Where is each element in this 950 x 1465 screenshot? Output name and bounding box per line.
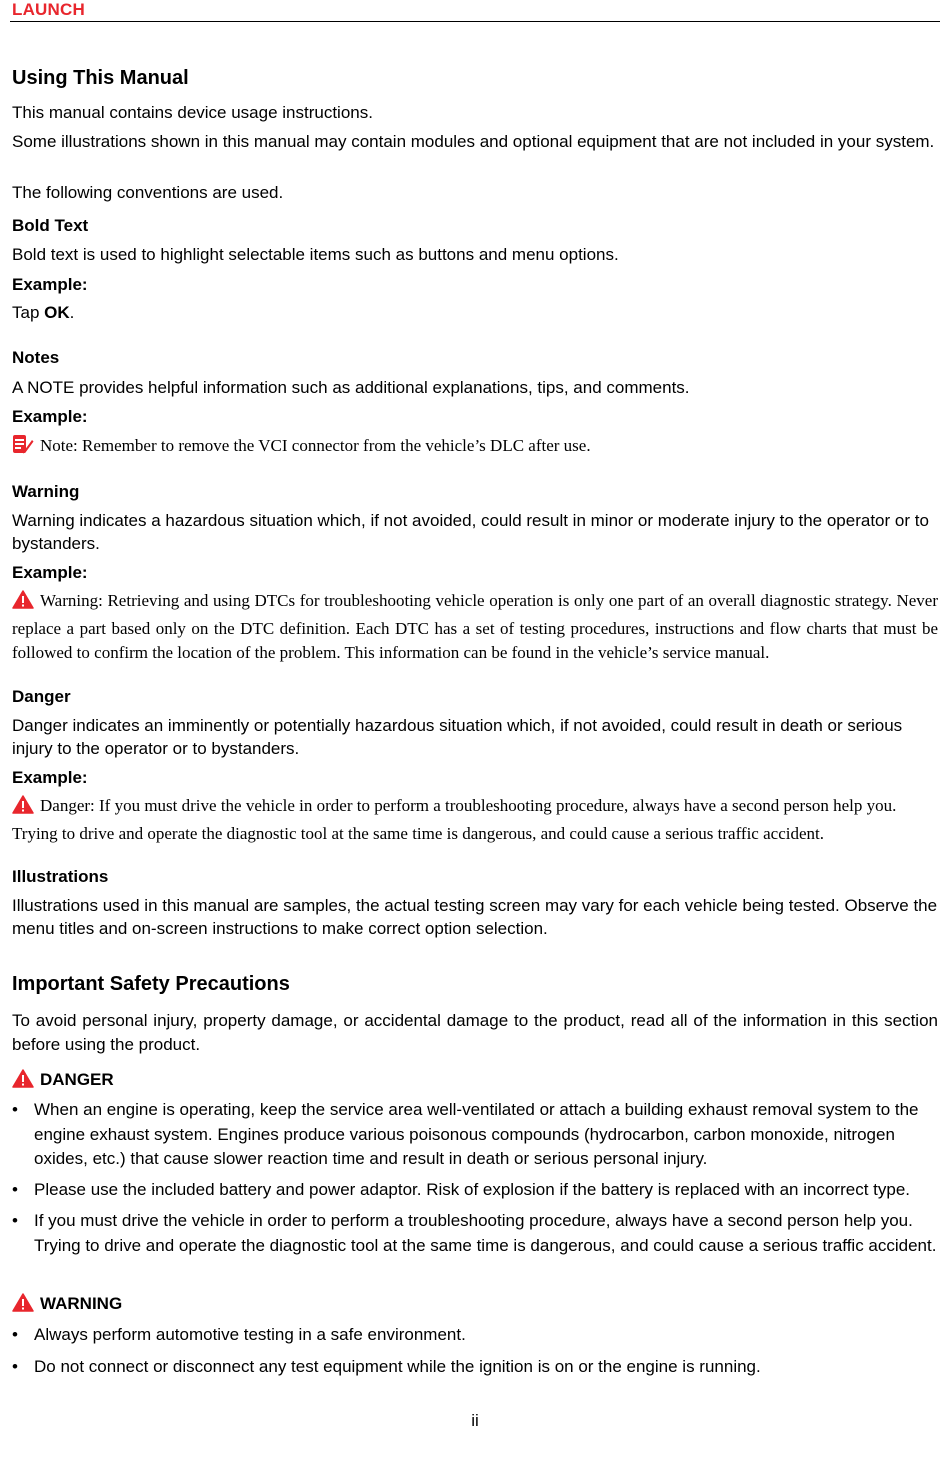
danger-example bbox=[12, 794, 938, 846]
paragraph-conventions: The following conventions are used. bbox=[12, 183, 284, 202]
list-item bbox=[12, 1209, 938, 1258]
warning-label: WARNING bbox=[40, 1294, 123, 1313]
bold-text-description: Bold text is used to highlight selectable items such as buttons and menu options. bbox=[12, 245, 619, 264]
warning-example-label: Example: bbox=[12, 563, 88, 582]
warning-example bbox=[12, 589, 938, 666]
safety-intro: To avoid personal injury, property damage, or accidental damage to the product, read all of the information in this section before using the product. bbox=[12, 1011, 938, 1054]
notes-description: A NOTE provides helpful information such as additional explanations, tips, and comments. bbox=[12, 378, 690, 397]
danger-item-text: If you must drive the vehicle in order to perform a troubleshooting procedure, always have a second person help you. Trying to drive and operate the diagnostic tool at the same time is dangerous, and could cause a serious traffic accident. bbox=[34, 1211, 937, 1255]
list-item bbox=[12, 1323, 938, 1348]
bullet-dot: • bbox=[12, 1100, 18, 1119]
warning-triangle-icon bbox=[12, 1293, 34, 1319]
list-item bbox=[12, 1178, 938, 1203]
paragraph-intro: This manual contains device usage instructions. bbox=[12, 103, 373, 122]
danger-label-row bbox=[12, 1069, 114, 1095]
bold-text-example bbox=[12, 302, 74, 325]
bullet-dot: • bbox=[12, 1211, 18, 1230]
list-item bbox=[12, 1355, 938, 1380]
example-prefix: Tap bbox=[12, 303, 45, 322]
warning-triangle-icon bbox=[12, 590, 34, 617]
warning-example-text: Warning: Retrieving and using DTCs for troubleshooting vehicle operation is only one part of an overall diagnostic strategy. Never replace a part based only on the DTC definition. Each DTC has a set of testing procedures, instructions and flow charts that must be followed to confirm the location of the problem. This information can be found in the vehicle’s service manual. bbox=[12, 591, 938, 662]
heading-warning: Warning bbox=[12, 482, 80, 501]
notes-example-label: Example: bbox=[12, 407, 88, 426]
bullet-dot: • bbox=[12, 1180, 18, 1199]
heading-notes: Notes bbox=[12, 348, 60, 367]
example-ok-bold: OK bbox=[44, 303, 70, 322]
example-suffix: . bbox=[69, 303, 75, 322]
heading-bold-text: Bold Text bbox=[12, 216, 89, 235]
danger-label: DANGER bbox=[40, 1070, 114, 1089]
warning-triangle-icon bbox=[12, 795, 34, 822]
note-icon bbox=[12, 434, 34, 462]
warning-item-text: Do not connect or disconnect any test equipment while the ignition is on or the engine is running. bbox=[34, 1357, 761, 1376]
warning-label-row bbox=[12, 1293, 122, 1319]
brand-logo: LAUNCH bbox=[12, 0, 85, 19]
section-title-using-manual: Using This Manual bbox=[12, 67, 189, 89]
bullet-dot: • bbox=[12, 1325, 18, 1344]
bold-text-example-label: Example: bbox=[12, 275, 88, 294]
danger-item-text: When an engine is operating, keep the service area well-ventilated or attach a building exhaust removal system to the engine exhaust system. Engines produce various poisonous compounds (hydrocarbon, carbon monoxide, nitrogen oxides, etc.) that cause slower reaction time and result in death or serious personal injury. bbox=[34, 1100, 919, 1168]
paragraph-illustrations-note: Some illustrations shown in this manual may contain modules and optional equipment that are not included in your system. bbox=[12, 132, 935, 151]
danger-example-label: Example: bbox=[12, 768, 88, 787]
section-title-safety: Important Safety Precautions bbox=[12, 973, 290, 995]
bullet-dot: • bbox=[12, 1357, 18, 1376]
illustrations-description: Illustrations used in this manual are samples, the actual testing screen may vary for each vehicle being tested. Observe the menu titles and on-screen instructions to make correct option selection. bbox=[12, 896, 938, 938]
list-item bbox=[12, 1098, 938, 1172]
danger-item-text: Please use the included battery and power adaptor. Risk of explosion if the battery is replaced with an incorrect type. bbox=[34, 1180, 910, 1199]
header-divider bbox=[10, 21, 940, 22]
danger-description: Danger indicates an imminently or potentially hazardous situation which, if not avoided, could result in death or serious injury to the operator or to bystanders. bbox=[12, 716, 903, 758]
warning-item-text: Always perform automotive testing in a safe environment. bbox=[34, 1325, 466, 1344]
warning-description: Warning indicates a hazardous situation which, if not avoided, could result in minor or moderate injury to the operator or to bystanders. bbox=[12, 511, 929, 553]
heading-illustrations: Illustrations bbox=[12, 867, 109, 886]
notes-example bbox=[12, 434, 591, 462]
warning-triangle-icon bbox=[12, 1069, 34, 1095]
page-number: ii bbox=[471, 1411, 479, 1430]
danger-example-text: Danger: If you must drive the vehicle in order to perform a troubleshooting procedure, always have a second person help you. Trying to drive and operate the diagnostic tool at the same time is dangerous, and could cause a serious traffic accident. bbox=[12, 796, 897, 843]
heading-danger: Danger bbox=[12, 687, 71, 706]
notes-example-text: Note: Remember to remove the VCI connector from the vehicle’s DLC after use. bbox=[40, 436, 591, 455]
